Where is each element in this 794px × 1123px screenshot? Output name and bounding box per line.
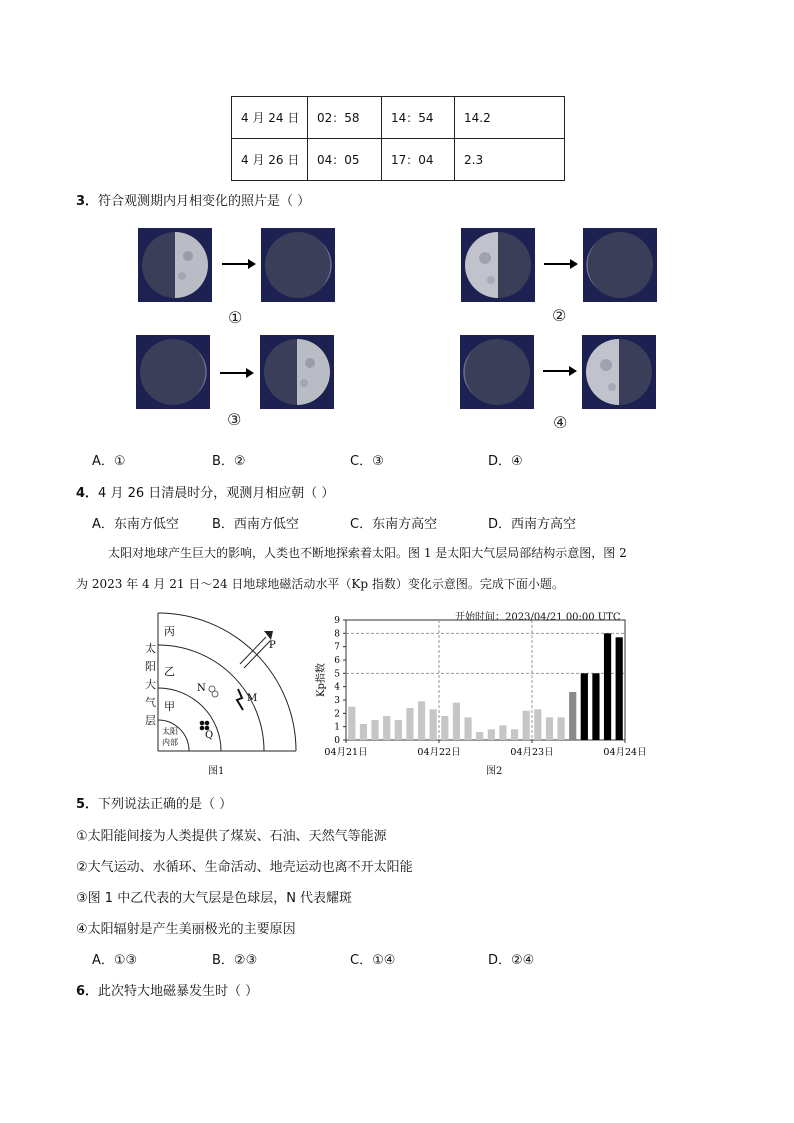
kp-bar (488, 729, 495, 740)
x-tick-label: 04月23日 (510, 747, 554, 758)
option-d[interactable]: D．西南方高空 (488, 517, 577, 532)
kp-bar (523, 711, 530, 740)
moon-photo-new (460, 335, 534, 409)
table-cell: 04：05 (308, 139, 382, 181)
layer-label-jia: 甲 (164, 700, 175, 713)
question-text: 此次特大地磁暴发生时（ ） (98, 984, 259, 999)
marker-m: M (247, 693, 258, 704)
kp-bar (383, 716, 390, 740)
option-label-4: ④ (553, 413, 568, 432)
option-b[interactable]: B．②③ (212, 953, 258, 968)
table-row (232, 139, 565, 181)
table-cell: 14.2 (455, 97, 565, 139)
kp-bar (371, 720, 378, 740)
question-text: 符合观测期内月相变化的照片是（ ） (98, 194, 311, 209)
question-5 (76, 793, 232, 812)
kp-bar (348, 707, 355, 740)
marker-p: P (269, 640, 276, 651)
y-tick-label: 6 (334, 656, 340, 666)
intro-line-1: 太阳对地球产生巨大的影响，人类也不断地探索着太阳。图 1 是太阳大气层局部结构示意图，图 2 (108, 546, 627, 560)
option-c[interactable]: C．①④ (350, 953, 396, 968)
y-tick-label: 7 (334, 642, 340, 653)
x-tick-label: 04月22日 (417, 747, 461, 758)
table-cell: 4 月 24 日 (232, 97, 308, 139)
table-cell: 4 月 26 日 (232, 139, 308, 181)
statement-1: ①太阳能间接为人类提供了煤炭、石油、天然气等能源 (76, 829, 387, 844)
arrow-icon (220, 368, 254, 378)
arrow-icon (544, 259, 578, 269)
table-cell: 02：58 (308, 97, 382, 139)
moon-photo-new (583, 228, 657, 302)
option-label-2: ② (552, 306, 567, 325)
question-number: 4． (76, 486, 99, 501)
option-label-3: ③ (227, 410, 242, 429)
figure-2-caption: 图2 (486, 766, 503, 777)
arrow-icon (222, 259, 256, 269)
kp-bar (546, 717, 553, 740)
kp-bar (395, 720, 402, 740)
option-a[interactable]: A．①③ (92, 953, 138, 968)
kp-bar (616, 637, 623, 740)
marker-q: Q (205, 730, 214, 741)
y-tick-label: 8 (334, 629, 340, 640)
statement-2: ②大气运动、水循环、生命活动、地壳运动也离不开太阳能 (76, 860, 413, 875)
kp-bar (441, 716, 448, 740)
kp-bar (557, 717, 564, 740)
x-tick-label: 04月24日 (603, 747, 647, 758)
option-d[interactable]: D．④ (488, 454, 523, 469)
option-c[interactable]: C．东南方高空 (350, 517, 438, 532)
moon-photo-new (136, 335, 210, 409)
option-b[interactable]: B．② (212, 454, 246, 469)
option-c[interactable]: C．③ (350, 454, 384, 469)
moon-photo-last-quarter (461, 228, 535, 302)
kp-index-chart (310, 616, 660, 761)
kp-bar (569, 692, 576, 740)
question-3 (76, 190, 310, 209)
table-cell: 17：04 (382, 139, 455, 181)
table-cell: 14：54 (382, 97, 455, 139)
y-tick-label: 5 (334, 669, 340, 680)
kp-bar (430, 709, 437, 740)
kp-bar (511, 729, 518, 740)
question-number: 3． (76, 194, 99, 209)
kp-bar (499, 725, 506, 740)
question-number: 6． (76, 984, 99, 999)
arrow-icon (543, 366, 577, 376)
core-label: 太阳 (162, 727, 178, 736)
side-label: 太 阳 大 气 层 (145, 642, 156, 727)
figure-1-caption: 图1 (208, 766, 225, 777)
observation-table (231, 96, 565, 181)
layer-label-bing: 丙 (164, 625, 175, 638)
marker-n: N (197, 683, 206, 694)
core-label: 内部 (162, 738, 178, 747)
y-tick-label: 2 (334, 709, 340, 720)
kp-bar (418, 701, 425, 740)
y-axis-label: Kp指数 (316, 663, 327, 697)
y-tick-label: 3 (334, 696, 340, 706)
question-number: 5． (76, 797, 99, 812)
option-d[interactable]: D．②④ (488, 953, 535, 968)
kp-bar (592, 673, 599, 740)
y-tick-label: 1 (334, 722, 340, 733)
kp-bar (464, 717, 471, 740)
kp-bar (534, 709, 541, 740)
y-tick-label: 4 (334, 682, 340, 693)
kp-bar (453, 703, 460, 740)
statement-4: ④太阳辐射是产生美丽极光的主要原因 (76, 922, 296, 937)
question-6 (76, 980, 258, 999)
y-tick-label: 0 (334, 736, 340, 746)
question-text: 4 月 26 日清晨时分，观测月相应朝（ ） (98, 486, 335, 501)
solar-atmosphere-diagram (140, 610, 305, 755)
question-4 (76, 482, 334, 501)
chart-start-time: 开始时间：2023/04/21 00:00 UTC (455, 612, 621, 623)
kp-bar (406, 708, 413, 740)
layer-label-yi: 乙 (164, 665, 175, 678)
table-cell: 2.3 (455, 139, 565, 181)
intro-line-2: 为 2023 年 4 月 21 日～24 日地球地磁活动水平（Kp 指数）变化示意图。完成下面小题。 (76, 577, 564, 591)
option-b[interactable]: B．西南方低空 (212, 517, 299, 532)
kp-bar (476, 732, 483, 740)
moon-photo-new (261, 228, 335, 302)
statement-3: ③图 1 中乙代表的大气层是色球层，N 代表耀斑 (76, 891, 353, 906)
x-tick-label: 04月21日 (324, 747, 368, 758)
kp-bar (581, 673, 588, 740)
moon-photo-last-quarter (582, 335, 656, 409)
moon-photo-first-quarter (260, 335, 334, 409)
option-a[interactable]: A．① (92, 454, 126, 469)
table-row (232, 97, 565, 139)
y-tick-label: 9 (334, 616, 340, 626)
kp-bar (604, 633, 611, 740)
option-label-1: ① (228, 308, 243, 327)
question-text: 下列说法正确的是（ ） (98, 797, 233, 812)
option-a[interactable]: A．东南方低空 (92, 517, 179, 532)
kp-bar (360, 724, 367, 740)
moon-photo-first-quarter (138, 228, 212, 302)
